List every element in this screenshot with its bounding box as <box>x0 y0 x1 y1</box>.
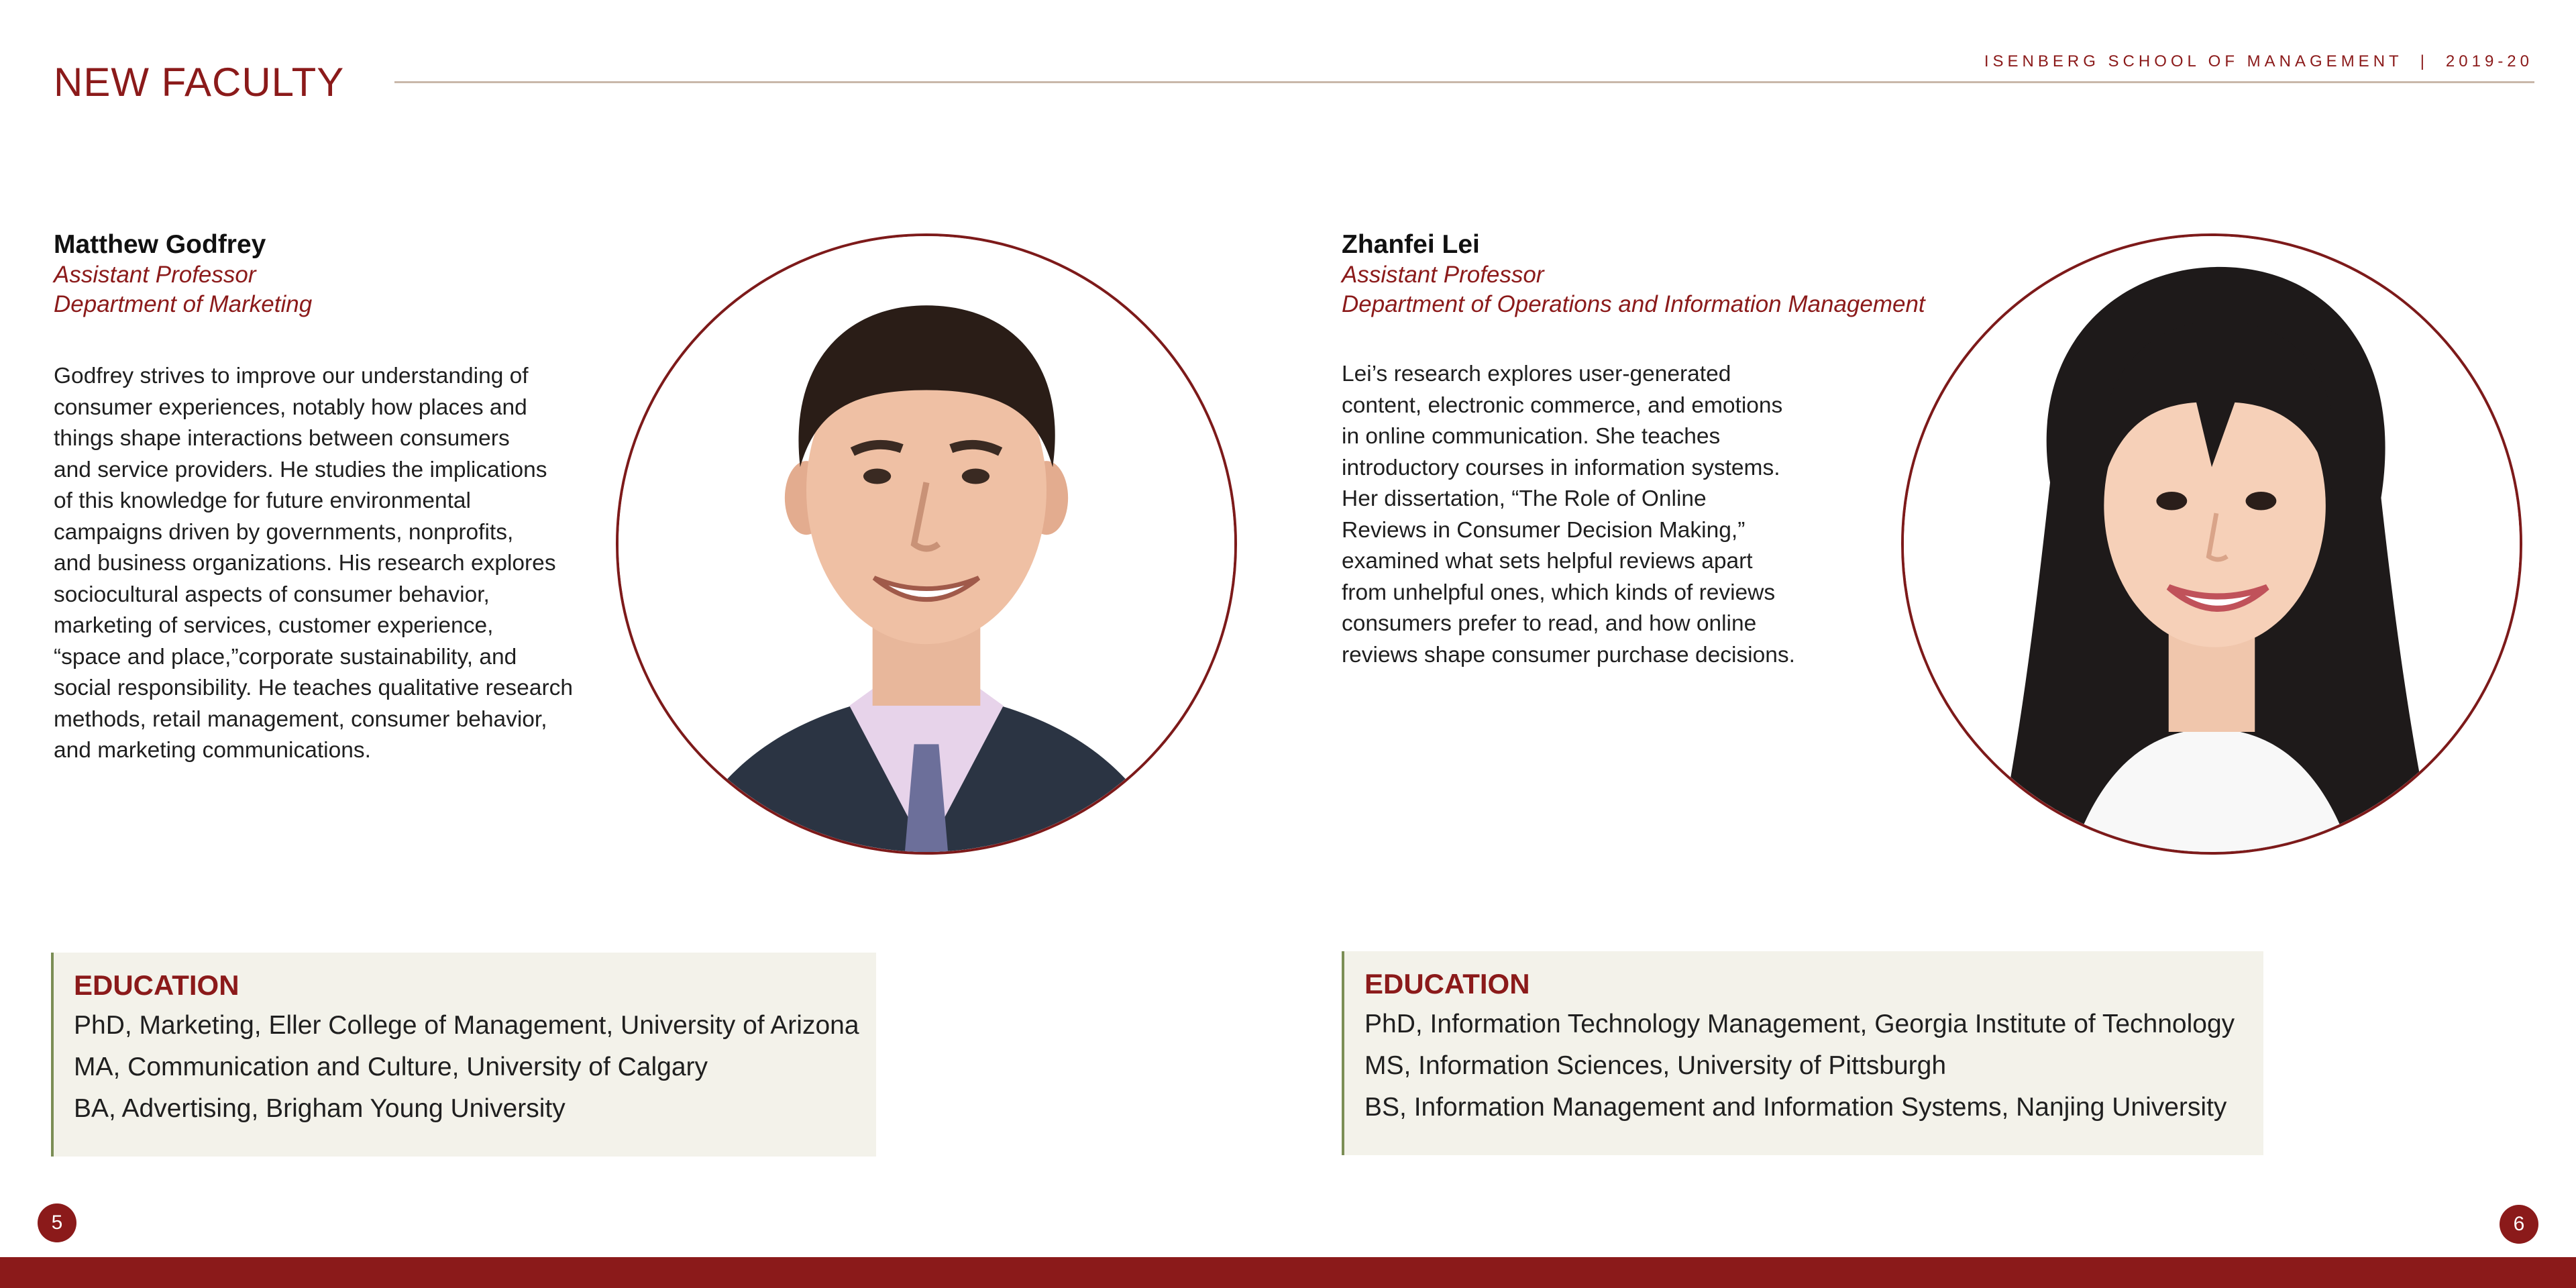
faculty-portrait-lei <box>1901 233 2522 855</box>
faculty-department: Department of Marketing <box>54 291 313 317</box>
education-heading: EDUCATION <box>74 969 239 1001</box>
publication-year: 2019-20 <box>2445 52 2533 70</box>
bio-line: methods, retail management, consumer behavior, <box>54 706 547 732</box>
bio-line: Reviews in Consumer Decision Making,” <box>1342 517 1746 543</box>
bio-line: sociocultural aspects of consumer behavior, <box>54 582 490 607</box>
education-entry: BS, Information Management and Information Systems, Nanjing University <box>1364 1093 2227 1122</box>
section-title: NEW FACULTY <box>54 60 345 105</box>
bio-line: introductory courses in information systems. <box>1342 455 1780 480</box>
faculty-portrait-godfrey <box>616 233 1237 855</box>
education-box-lei <box>1342 951 2263 1155</box>
faculty-profile-lei <box>1342 229 1925 319</box>
bio-line: things shape interactions between consumers <box>54 426 510 451</box>
bio-line: “space and place,”corporate sustainability, and <box>54 644 517 669</box>
bio-line: from unhelpful ones, which kinds of reviews <box>1342 580 1776 605</box>
education-entry: PhD, Information Technology Management, Georgia Institute of Technology <box>1364 1010 2235 1038</box>
bio-line: in online communication. She teaches <box>1342 424 1721 449</box>
bio-line: Her dissertation, “The Role of Online <box>1342 486 1707 511</box>
bio-line: social responsibility. He teaches qualitative research <box>54 676 573 700</box>
bio-line: examined what sets helpful reviews apart <box>1342 549 1753 574</box>
page-number-right: 6 <box>2500 1205 2538 1244</box>
education-entry: BA, Advertising, Brigham Young University <box>74 1094 566 1123</box>
portrait-illustration <box>619 236 1234 852</box>
footer-band <box>0 1257 2576 1288</box>
faculty-title: Assistant Professor <box>1342 262 1544 288</box>
bio-line: consumers prefer to read, and how online <box>1342 611 1757 636</box>
faculty-bio <box>54 361 617 767</box>
faculty-department: Department of Operations and Information Management <box>1342 291 1925 317</box>
header-divider <box>394 81 2534 83</box>
faculty-profile-godfrey <box>54 229 312 319</box>
education-entry: MS, Information Sciences, University of Pittsburgh <box>1364 1051 1947 1080</box>
bio-line: marketing of services, customer experience, <box>54 613 494 638</box>
faculty-bio <box>1342 359 1851 671</box>
bio-line: consumer experiences, notably how places and <box>54 394 527 420</box>
portrait-illustration <box>1904 236 2520 852</box>
bio-line: of this knowledge for future environmental <box>54 488 471 513</box>
page-number-left: 5 <box>38 1203 76 1242</box>
faculty-title: Assistant Professor <box>54 262 256 288</box>
publication-header <box>1984 52 2533 71</box>
bio-line: Lei’s research explores user-generated <box>1342 362 1731 386</box>
bio-line: and business organizations. His research explores <box>54 551 556 576</box>
organization-name: ISENBERG SCHOOL OF MANAGEMENT <box>1984 52 2403 70</box>
faculty-name: Zhanfei Lei <box>1342 230 1480 259</box>
faculty-name: Matthew Godfrey <box>54 230 266 259</box>
education-entry: PhD, Marketing, Eller College of Management, University of Arizona <box>74 1011 859 1040</box>
bio-line: reviews shape consumer purchase decisions. <box>1342 642 1795 667</box>
bio-line: campaigns driven by governments, nonprofits, <box>54 519 514 545</box>
bio-line: Godfrey strives to improve our understanding of <box>54 364 529 388</box>
bio-line: content, electronic commerce, and emotions <box>1342 392 1783 418</box>
header-separator: | <box>2420 52 2428 70</box>
education-entry: MA, Communication and Culture, University of Calgary <box>74 1053 708 1081</box>
education-box-godfrey <box>51 953 876 1157</box>
education-heading: EDUCATION <box>1364 968 1530 1000</box>
bio-line: and service providers. He studies the implications <box>54 457 547 482</box>
bio-line: and marketing communications. <box>54 738 371 763</box>
